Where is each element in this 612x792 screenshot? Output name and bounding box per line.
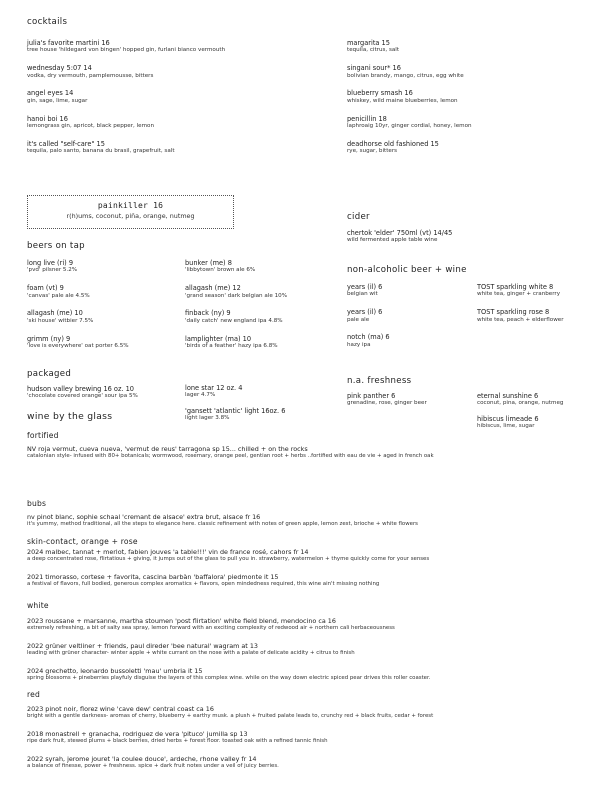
cocktail-desc: bolivian brandy, mango, citrus, egg white: [347, 72, 464, 79]
wine-desc: extremely refreshing, a bit of salty sea spray, lemon forward with an exciting complexity of redwood air + northern cali herbaceousness: [27, 625, 395, 632]
nonalc-column-1: [347, 283, 390, 359]
cider-heading: cider: [347, 212, 370, 222]
featured-cocktail-name: painkiller 16: [97, 201, 164, 210]
cocktail-item: [27, 39, 225, 55]
cocktails-heading: cocktails: [27, 17, 68, 27]
freshness-name: eternal sunshine 6: [477, 392, 539, 400]
beer-name: allagash (me) 12: [185, 284, 241, 293]
beer-item: [185, 309, 287, 325]
cocktail-item: [347, 115, 472, 131]
cocktail-name: wednesday 5:07 14: [27, 64, 92, 73]
packaged-heading: packaged: [27, 369, 72, 379]
featured-cocktail-desc: r(h)ums, coconut, piña, orange, nutmeg: [66, 212, 195, 220]
packaged-name: 'gansett 'atlantic' light 16oz. 6: [185, 406, 286, 415]
cocktail-name: penicillin 18: [347, 114, 387, 123]
beer-name: bunker (me) 8: [185, 259, 232, 267]
beer-item: [27, 259, 129, 275]
wine-name: nv pinot blanc, sophie schaal 'cremant de alsace' extra brut, alsace fr 16: [27, 513, 261, 521]
freshness-desc: grenadine, rose, ginger beer: [347, 400, 427, 407]
cocktail-desc: tequila, citrus, salt: [347, 47, 400, 54]
nonalc-item: [347, 333, 390, 349]
nonalc-item: [477, 308, 564, 324]
cocktail-item: [27, 89, 225, 105]
beer-name: foam (vt) 9: [27, 284, 64, 293]
freshness-item: [477, 415, 563, 431]
wine-desc: ripe dark fruit, stewed plums + black berries, dried herbs + forest floor. toasted oak with a refined tannic finish: [27, 738, 328, 744]
beers-column-1: [27, 259, 129, 360]
beer-item: [27, 335, 129, 351]
beer-name: grimm (ny) 9: [27, 334, 71, 343]
packaged-item: [185, 384, 285, 400]
wine-item: [27, 667, 430, 682]
cocktail-item: [347, 39, 472, 55]
wine-name: NV roja vermut, cueva nueva, 'vermut de reus' tarragona sp 15... chilled + on the rocks: [27, 445, 308, 453]
packaged-desc: lager 4.7%: [185, 392, 216, 399]
cocktail-desc: tequila, palo santo, banana du brasil, grapefruit, salt: [27, 148, 175, 155]
wine-desc: a festival of flavors, full bodied, generous complex aromatics + flavors, open mindedness required, this wine ain't missing nothing: [27, 581, 380, 587]
beer-desc: 'birds of a feather' hazy ipa 6.8%: [185, 343, 278, 350]
cider-item: [347, 229, 452, 245]
freshness-item: [477, 392, 563, 408]
cocktail-desc: laphroaig 10yr, ginger cordial, honey, lemon: [347, 123, 472, 130]
wine-name: 2024 malbec, tannat + merlot, fabien jouves 'a table!!!' vin de france rosé, cahors fr 14: [27, 548, 309, 556]
cocktail-name: hanoi boi 16: [27, 114, 68, 123]
wine-desc: leading with grüner character- winter apple + white currant on the nose with a palate of delicate acidity + citrus to finish: [27, 650, 355, 656]
cocktail-item: [347, 140, 472, 156]
cocktail-item: [27, 140, 225, 156]
wine-item: [27, 755, 433, 770]
freshness-column-2: [477, 392, 563, 440]
beer-item: [185, 259, 287, 275]
nonalc-desc: pale ale: [347, 316, 370, 323]
wine-item: [27, 445, 434, 460]
packaged-desc: light lager 3.8%: [185, 415, 230, 422]
cider-name: chertok 'elder' 750ml (vt) 14/45: [347, 229, 453, 237]
wine-name: 2018 monastrell + granacha, rodriguez de vera 'pituco' jumilla sp 13: [27, 729, 248, 738]
cocktail-item: [347, 64, 472, 80]
packaged-item: [27, 385, 138, 401]
nonalc-name: years (il) 6: [347, 308, 383, 317]
packaged-item: [185, 407, 285, 423]
nonalc-column-2: [477, 283, 564, 333]
beer-item: [27, 284, 129, 300]
freshness-desc: hibiscus, lime, sugar: [477, 423, 535, 430]
cocktail-item: [27, 115, 225, 131]
beer-desc: 'love is everywhere' oat porter 6.5%: [27, 343, 129, 350]
beer-item: [185, 335, 287, 351]
wine-desc: a balance of finesse, power + freshness. spice + dark fruit notes under a veil of juicy berries.: [27, 762, 279, 769]
cocktail-desc: rye, sugar, bitters: [347, 148, 398, 155]
wine-item: [27, 573, 429, 588]
wine-desc: bright with a gentle darkness- aromas of cherry, blueberry + earthy musk. a plush + fruited palate leads to, crunchy red + black fruits, cedar + forest: [27, 713, 434, 720]
wine-fortified-list: [27, 445, 434, 470]
beer-desc: 'canvas' pale ale 4.5%: [27, 292, 90, 299]
wine-desc: a deep concentrated rose, flirtatious + giving, it jumps out of the glass to pull you in. strawberry, watermelon + thyme quickly come for your senses: [27, 556, 430, 563]
cocktails-right-column: [347, 39, 472, 165]
wine-white-heading: white: [27, 601, 49, 610]
packaged-column-1: [27, 385, 138, 410]
cocktail-desc: tree house 'hildegard von bingen' hopped gin, furlani bianco vermouth: [27, 47, 226, 54]
nonalc-name: years (il) 6: [347, 283, 383, 291]
beer-name: lamplighter (ma) 10: [185, 334, 252, 343]
beer-name: finback (ny) 9: [185, 309, 231, 318]
wine-skin-list: [27, 548, 429, 598]
beer-item: [27, 309, 129, 325]
packaged-name: hudson valley brewing 16 oz. 10: [27, 385, 135, 393]
wine-item: [27, 617, 430, 632]
beer-desc: 'libbytown' brown ale 6%: [185, 267, 256, 274]
beer-name: long live (ri) 9: [27, 259, 74, 267]
wine-red-list: [27, 705, 433, 779]
wine-skin-heading: skin-contact, orange + rose: [27, 537, 138, 546]
packaged-column-2: [185, 384, 285, 432]
cocktail-name: blueberry smash 16: [347, 89, 413, 98]
beer-item: [185, 284, 287, 300]
cider-column: [347, 229, 452, 254]
cocktails-left-column: [27, 39, 225, 165]
wine-item: [27, 642, 430, 657]
wine-desc: it's yummy, method traditional, all the steps to elegance here. classic refinement with notes of green apple, lemon zest, brioche + white flowers: [27, 521, 418, 528]
nonalc-desc: hazy ipa: [347, 341, 371, 348]
nonalc-desc: white tea, ginger + cranberry: [477, 291, 561, 298]
nonalc-item: [347, 283, 390, 299]
cocktail-desc: gin, sage, lime, sugar: [27, 97, 88, 104]
wine-name: 2024 grechetto, leonardo bussoletti 'mau' umbria it 15: [27, 666, 203, 675]
cocktail-item: [27, 64, 225, 80]
beer-desc: 'grand season' dark belgian ale 10%: [185, 292, 288, 299]
wine-bubs-heading: bubs: [27, 499, 47, 508]
freshness-column-1: [347, 392, 427, 417]
nonalc-name: notch (ma) 6: [347, 333, 390, 342]
nonalc-desc: white tea, peach + elderflower: [477, 316, 564, 323]
beers-heading: beers on tap: [27, 241, 85, 251]
cocktail-desc: lemongrass gin, apricot, black pepper, lemon: [27, 123, 155, 130]
freshness-name: hibiscus limeade 6: [477, 414, 539, 423]
wine-desc: catalonian style- infused with 80+ botanicals; wormwood, rosemary, orange peel, gentian root + herbs ..fortified with eau de vie + aged in french oak: [27, 453, 434, 460]
cocktail-name: deadhorse old fashioned 15: [347, 139, 439, 148]
wine-bubs-list: [27, 513, 418, 538]
cocktail-name: julia's favorite martini 16: [27, 39, 110, 47]
cocktail-name: it's called "self-care" 15: [27, 139, 105, 148]
nonalc-desc: belgian wit: [347, 291, 378, 298]
cocktail-desc: whiskey, wild maine blueberries, lemon: [347, 97, 458, 104]
wine-red-heading: red: [27, 690, 41, 699]
wine-item: [27, 730, 433, 745]
wine-name: 2022 syrah, jerome jouret 'la coulee douce', ardeche, rhone valley fr 14: [27, 754, 257, 763]
nonalc-name: TOST sparkling rose 8: [477, 308, 550, 317]
beer-desc: 'ski house' witbier 7.5%: [27, 317, 94, 324]
freshness-desc: coconut, pina, orange, nutmeg: [477, 400, 564, 407]
beers-column-2: [185, 259, 287, 360]
nonalc-item: [347, 308, 390, 324]
wine-heading: wine by the glass: [27, 411, 113, 422]
wine-item: [27, 548, 429, 563]
cider-desc: wild fermented apple table wine: [347, 237, 438, 244]
beer-desc: 'pvd' pilsner 5.2%: [27, 267, 78, 274]
cocktail-name: margarita 15: [347, 39, 390, 47]
packaged-desc: 'chocolate covered orange' sour ipa 5%: [27, 393, 138, 400]
cocktail-name: singani sour* 16: [347, 64, 401, 73]
wine-name: 2023 roussane + marsanne, martha stoumen 'post flirtation' white field blend, mendocino ca 16: [27, 617, 336, 625]
cocktail-name: angel eyes 14: [27, 89, 74, 98]
featured-cocktail-box: [27, 195, 234, 229]
cocktail-desc: vodka, dry vermouth, pamplemousse, bitters: [27, 72, 154, 79]
cocktail-item: [347, 89, 472, 105]
wine-name: 2021 timorasso, cortese + favorita, cascina barbàn 'baffalora' piedmonte it 15: [27, 572, 279, 581]
wine-item: [27, 705, 433, 720]
wine-item: [27, 513, 418, 528]
wine-fortified-heading: fortified: [27, 431, 59, 440]
freshness-heading: n.a. freshness: [347, 376, 412, 386]
nonalc-heading: non-alcoholic beer + wine: [347, 265, 467, 275]
packaged-name: lone star 12 oz. 4: [185, 384, 243, 392]
freshness-item: [347, 392, 427, 408]
nonalc-item: [477, 283, 564, 299]
beer-desc: 'daily catch' new england ipa 4.8%: [185, 317, 283, 324]
nonalc-name: TOST sparkling white 8: [477, 283, 554, 291]
wine-name: 2022 grüner veltliner + friends, paul direder 'bee natural' wagram at 13: [27, 641, 258, 650]
wine-white-list: [27, 617, 430, 691]
freshness-name: pink panther 6: [347, 392, 396, 400]
wine-desc: spring blossoms + pineberries playfuly disguise the layers of this complex wine. while on the way down electric spiced pear drives this roller coaster.: [27, 674, 431, 681]
wine-name: 2023 pinot noir, florez wine 'cave dew' central coast ca 16: [27, 705, 214, 713]
beer-name: allagash (me) 10: [27, 309, 83, 318]
